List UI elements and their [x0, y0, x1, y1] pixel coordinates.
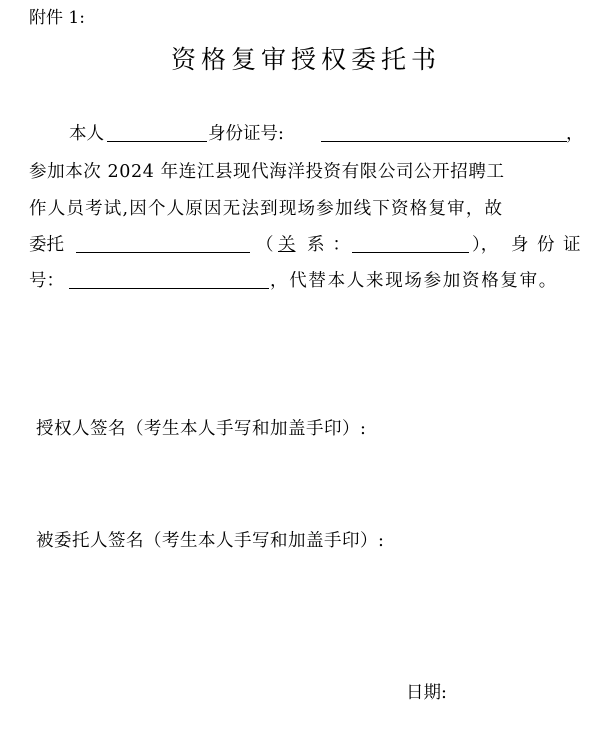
relation-label-guan: 关: [278, 235, 296, 255]
line1-comma: ，: [566, 124, 584, 144]
relation-open-paren: （: [256, 235, 274, 255]
grantor-signature-label: 授权人签名（考生本人手写和加盖手印）:: [36, 419, 367, 439]
id-char-fen: 份: [537, 235, 555, 255]
id-number-blank[interactable]: [321, 127, 567, 142]
id-number-label: 身份证号:: [208, 124, 284, 144]
relation-close-paren: ），: [472, 235, 499, 255]
body-line-5-tail: ，代替本人来现场参加资格复审。: [270, 271, 558, 291]
id-char-hao: 号：: [29, 271, 64, 291]
body-line-2: 参加本次 2024 年连江县现代海洋投资有限公司公开招聘工: [29, 162, 505, 182]
trustee-id-blank[interactable]: [69, 274, 269, 289]
body-line-3: 作人员考试,因个人原因无法到现场参加线下资格复审，故: [29, 199, 504, 219]
attachment-label: 附件 1:: [29, 8, 85, 28]
grantee-signature-label: 被委托人签名（考生本人手写和加盖手印）:: [36, 531, 385, 551]
self-label: 本人: [69, 124, 104, 144]
relation-label-xi: 系：: [307, 235, 358, 255]
date-label: 日期:: [406, 683, 447, 703]
name-blank[interactable]: [107, 127, 207, 142]
relation-blank[interactable]: [352, 238, 469, 253]
document-title: 资格复审授权委托书: [170, 45, 441, 74]
trustee-name-blank[interactable]: [76, 238, 250, 253]
id-char-zheng: 证: [563, 235, 581, 255]
entrust-label: 委托: [29, 235, 64, 255]
id-char-shen: 身: [511, 235, 529, 255]
